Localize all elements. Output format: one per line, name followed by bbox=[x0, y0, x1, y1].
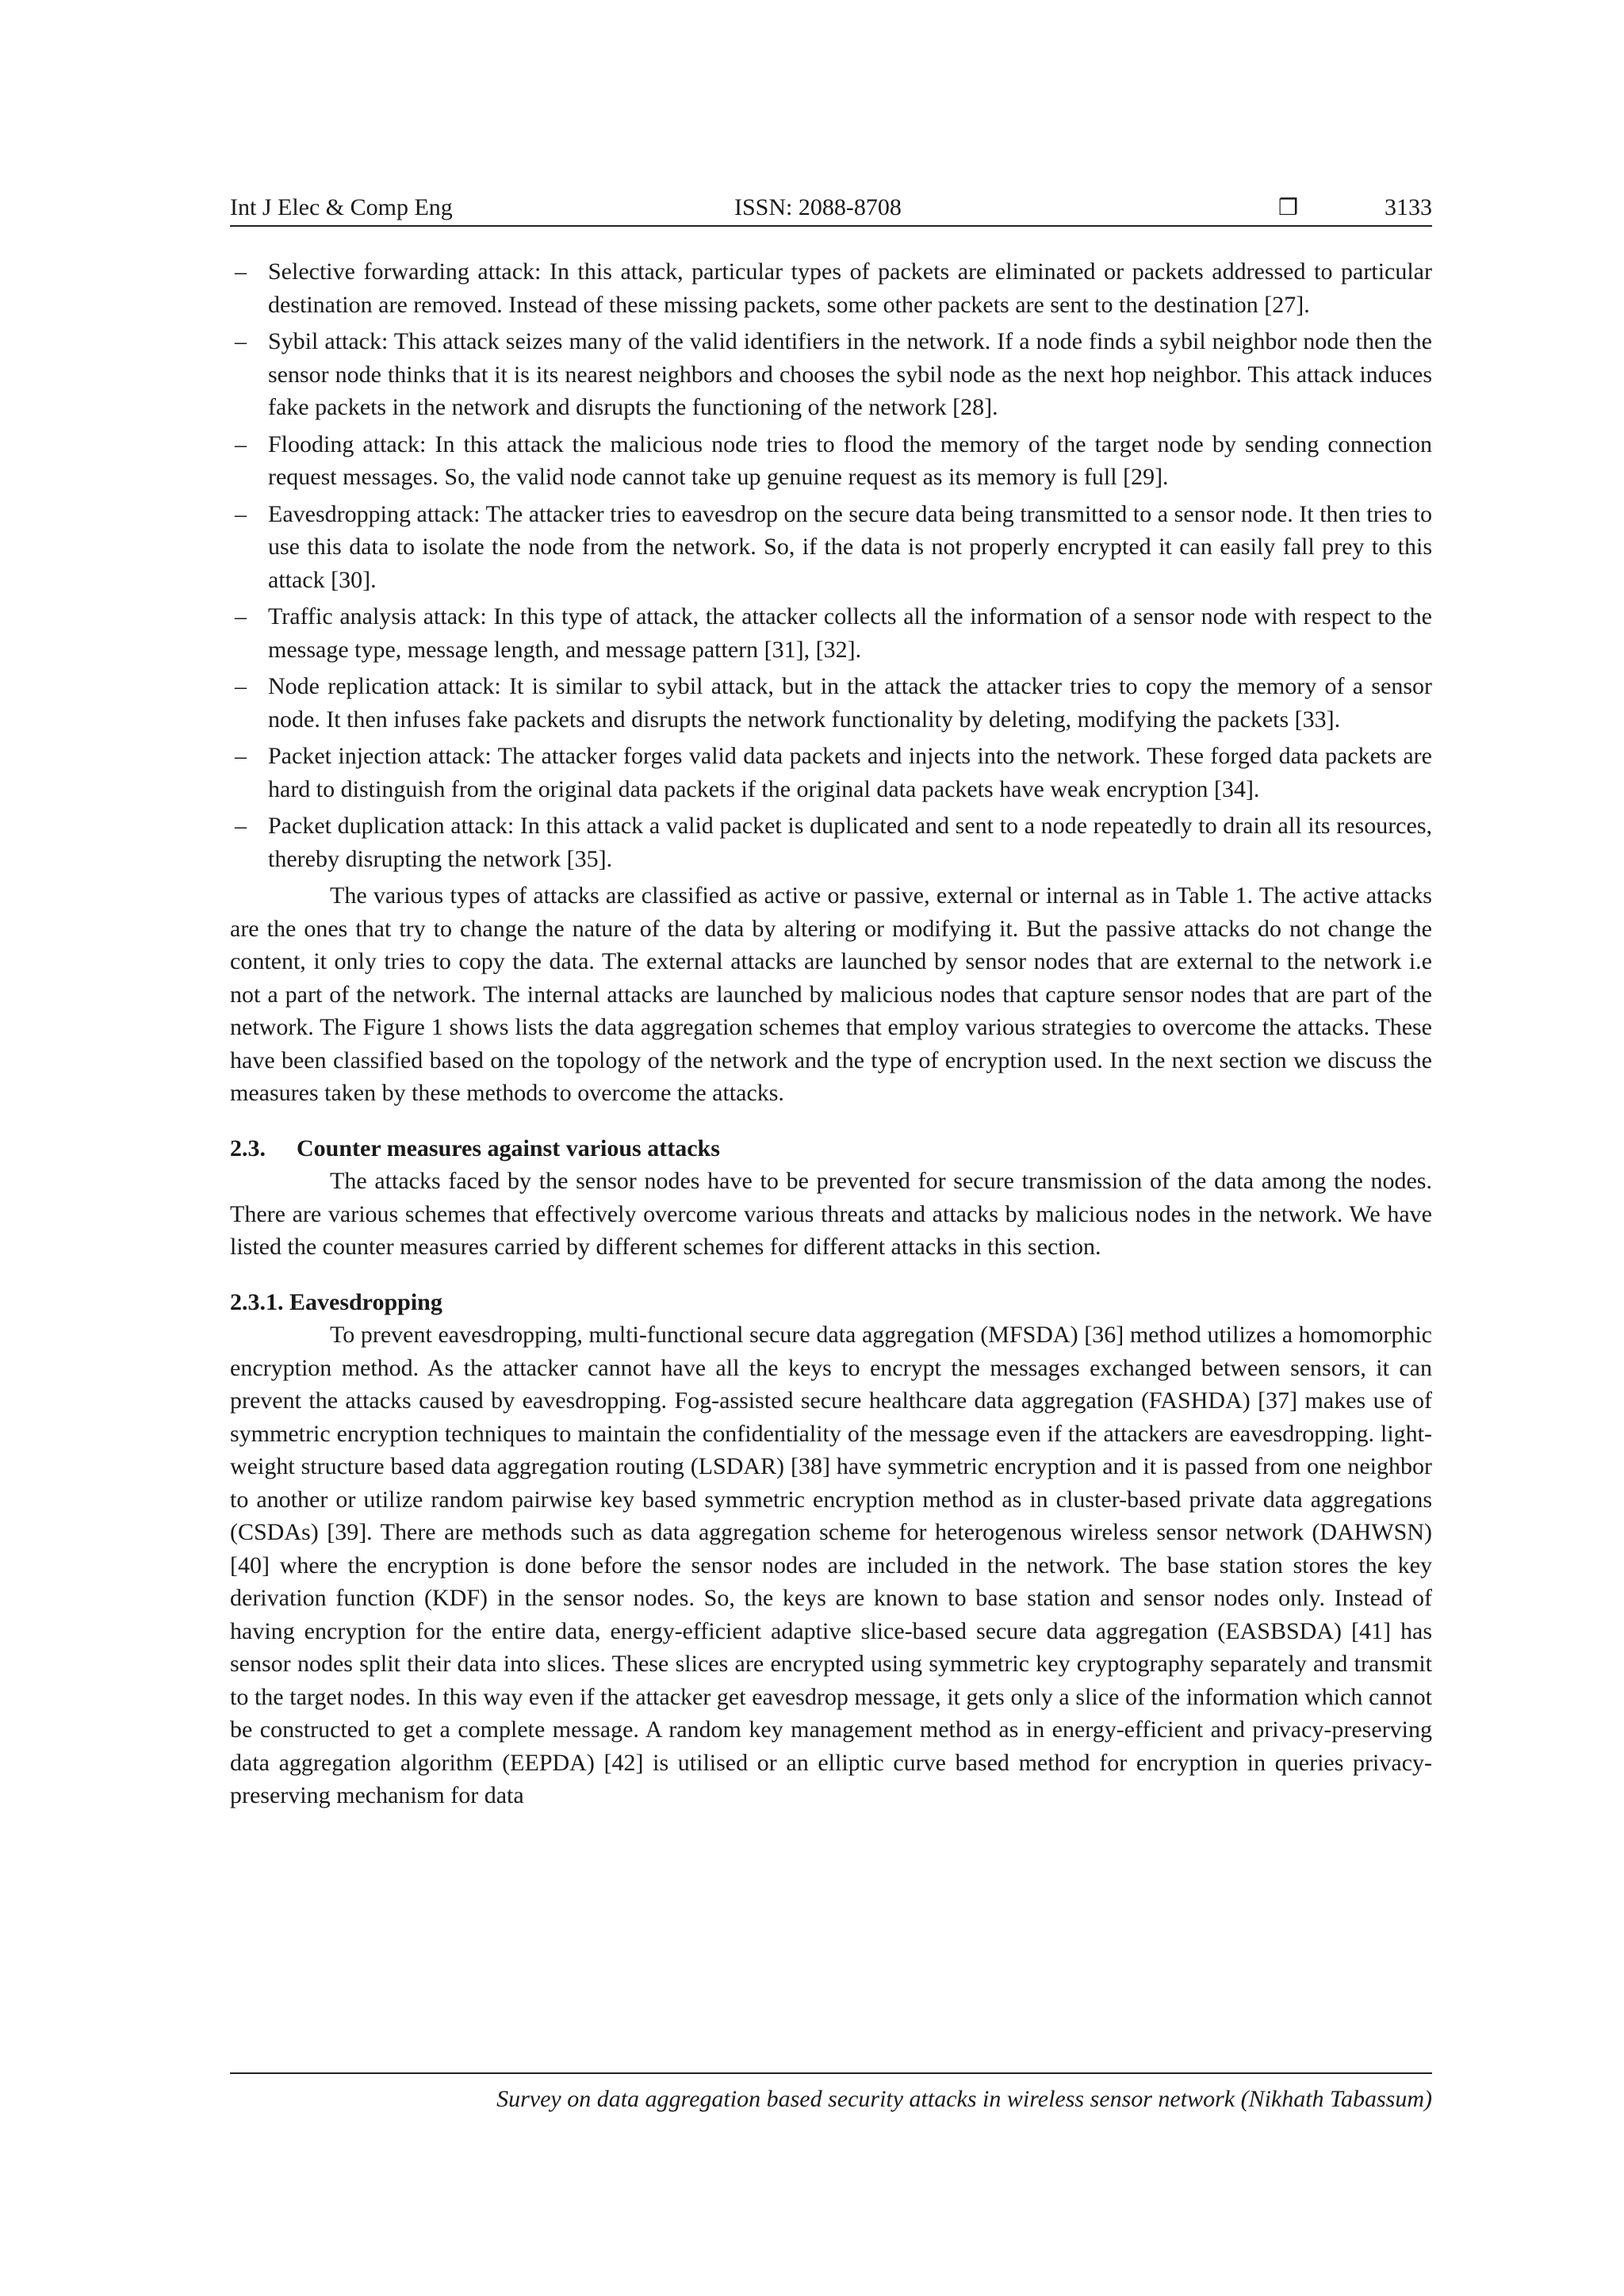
list-item-text: Node replication attack: It is similar to sybil attack, but in the attack the attacker tries to copy the memory of a sensor node. It then infuses fake packets and disrupts the network functionality by deleting, modifying the packets [33]. bbox=[268, 673, 1432, 733]
list-item bbox=[230, 740, 1432, 806]
list-item bbox=[230, 325, 1432, 424]
list-item-text: Eavesdropping attack: The attacker tries to eavesdrop on the secure data being transmitted to a sensor node. It then tries to use this data to isolate the node from the network. So, if the data is not properly encrypted it can easily fall prey to this attack [30]. bbox=[268, 500, 1432, 593]
section-title: Counter measures against various attacks bbox=[297, 1135, 720, 1161]
list-item-text: Sybil attack: This attack seizes many of the valid identifiers in the network. If a node finds a sybil neighbor node then the sensor node thinks that it is its nearest neighbors and chooses the sybil node as the next hop neighbor. This attack induces fake packets in the network and disrupts the functioning of the network [28]. bbox=[268, 328, 1432, 420]
list-item-text: Packet duplication attack: In this attack a valid packet is duplicated and sent to a node repeatedly to drain all its resources, thereby disrupting the network [35]. bbox=[268, 813, 1432, 872]
body-text bbox=[230, 255, 1432, 1812]
dash-bullet: – bbox=[235, 673, 247, 699]
eavesdropping-paragraph: To prevent eavesdropping, multi-functional secure data aggregation (MFSDA) [36] method utilizes a homomorphic encryption method. As the attacker cannot have all the keys to encrypt the messages exchanged between sensors, it can prevent the attacks caused by eavesdropping. Fog-assisted secure healthcare data aggregation (FASHDA) [37] makes use of symmetric encryption techniques to maintain the confidentiality of the message even if the attackers are eavesdropping. light-weight structure based data aggregation routing (LSDAR) [38] have symmetric encryption and it is passed from one neighbor to another or utilize random pairwise key based symmetric encryption method as in cluster-based private data aggregations (CSDAs) [39]. There are methods such as data aggregation scheme for heterogenous wireless sensor network (DAHWSN) [40] where the encryption is done before the sensor nodes are included in the network. The base station stores the key derivation function (KDF) in the sensor nodes. So, the keys are known to base station and sensor nodes only. Instead of having encryption for the entire data, energy-efficient adaptive slice-based secure data aggregation (EASBSDA) [41] has sensor nodes split their data into slices. These slices are encrypted using symmetric key cryptography separately and transmit to the target nodes. In this way even if the attacker get eavesdrop message, it gets only a slice of the information which cannot be constructed to get a complete message. A random key management method as in energy-efficient and privacy-preserving data aggregation algorithm (EEPDA) [42] is utilised or an elliptic curve based method for encryption in queries privacy-preserving mechanism for data bbox=[230, 1322, 1432, 1808]
attack-list bbox=[230, 255, 1432, 875]
list-item bbox=[230, 670, 1432, 736]
list-item bbox=[230, 498, 1432, 597]
dash-bullet: – bbox=[235, 258, 247, 285]
section-number: 2.3. bbox=[230, 1135, 266, 1161]
footer-rule bbox=[230, 2072, 1432, 2074]
list-item bbox=[230, 809, 1432, 875]
page-header bbox=[230, 190, 1432, 227]
classification-paragraph: The various types of attacks are classified as active or passive, external or internal as in Table 1. The active attacks are the ones that try to change the nature of the data by altering or modifying it. But the passive attacks do not change the content, it only tries to copy the data. The external attacks are launched by sensor nodes that are external to the network i.e not a part of the network. The internal attacks are launched by malicious nodes that capture sensor nodes that are part of the network. The Figure 1 shows lists the data aggregation schemes that employ various strategies to overcome the attacks. These have been classified based on the topology of the network and the type of encryption used. In the next section we discuss the measures taken by these methods to overcome the attacks. bbox=[230, 882, 1432, 1106]
dash-bullet: – bbox=[235, 743, 247, 769]
dash-bullet: – bbox=[235, 328, 247, 354]
list-item-text: Packet injection attack: The attacker forges valid data packets and injects into the network. These forged data packets are hard to distinguish from the original data packets if the original data packets have weak encryption [34]. bbox=[268, 743, 1432, 802]
subsection-heading: 2.3.1. Eavesdropping bbox=[230, 1288, 442, 1315]
list-item-text: Flooding attack: In this attack the malicious node tries to flood the memory of the target node by sending connection request messages. So, the valid node cannot take up genuine request as its memory is full [29]. bbox=[268, 430, 1432, 490]
journal-name: Int J Elec & Comp Eng bbox=[230, 194, 453, 220]
issn: ISSN: 2088-8708 bbox=[734, 194, 902, 220]
list-item bbox=[230, 428, 1432, 494]
section-heading bbox=[230, 1132, 1432, 1165]
countermeasures-paragraph: The attacks faced by the sensor nodes have to be prevented for secure transmission of the data among the nodes. There are various schemes that effectively overcome various threats and attacks by malicious nodes in the network. We have listed the counter measures carried by different schemes for different attacks in this section. bbox=[230, 1168, 1432, 1260]
page-number: 3133 bbox=[1385, 194, 1432, 220]
box-icon: ❒ bbox=[1278, 194, 1299, 220]
dash-bullet: – bbox=[235, 813, 247, 839]
list-item bbox=[230, 600, 1432, 666]
list-item-text: Traffic analysis attack: In this type of attack, the attacker collects all the information of a sensor node with respect to the message type, message length, and message pattern [31], [32]. bbox=[268, 603, 1432, 663]
list-item bbox=[230, 255, 1432, 321]
list-item-text: Selective forwarding attack: In this attack, particular types of packets are eliminated or packets addressed to particular destination are removed. Instead of these missing packets, some other packets are sent to the destination [27]. bbox=[268, 258, 1432, 318]
dash-bullet: – bbox=[235, 603, 247, 629]
dash-bullet: – bbox=[235, 500, 247, 527]
dash-bullet: – bbox=[235, 430, 247, 457]
running-footer: Survey on data aggregation based security attacks in wireless sensor network (Nikhath Tabassum) bbox=[496, 2086, 1432, 2112]
